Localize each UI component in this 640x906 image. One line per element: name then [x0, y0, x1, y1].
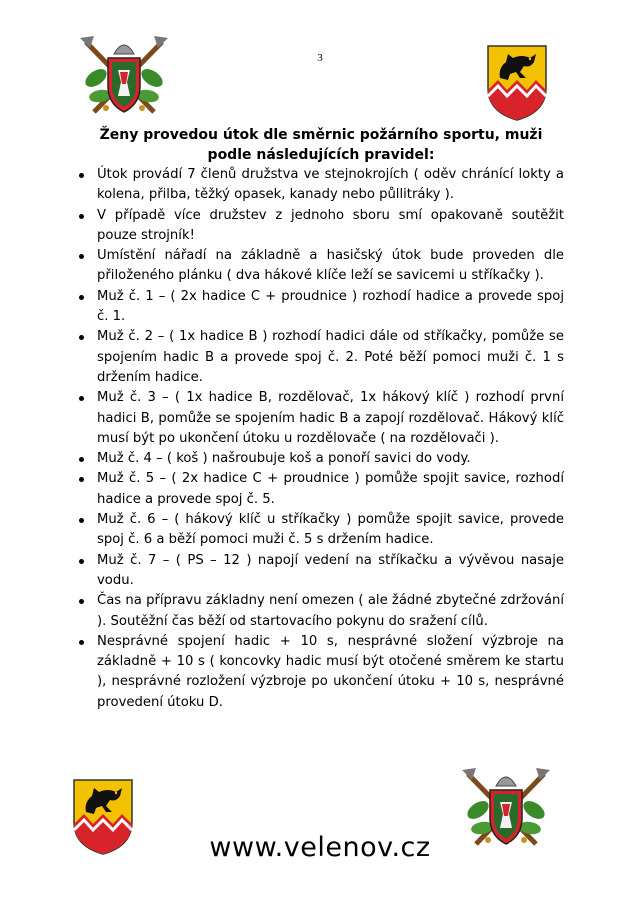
list-item: Muž č. 7 – ( PS – 12 ) napojí vedení na stříkačku a vývěvou nasaje vodu. — [76, 551, 564, 592]
list-item: Útok provádí 7 členů družstva ve stejnokrojích ( oděv chránící lokty a kolena, přilba, těžký opasek, kanady nebo půllitráky ). — [76, 165, 564, 206]
page-heading: Ženy provedou útok dle směrnic požárního sportu, muži podle následujících pravidel: — [99, 127, 543, 163]
fire-brigade-emblem-icon — [74, 34, 174, 122]
rules-list — [76, 165, 564, 713]
list-item: Čas na přípravu základny není omezen ( ale žádné zbytečné zdržování ). Soutěžní čas běží od startovacího pokynu do sražení cílů. — [76, 591, 564, 632]
list-item: Nesprávné spojení hadic + 10 s, nesprávné složení výzbroje na základně + 10 s ( koncovky hadic musí být otočené směrem ke startu ), nesprávné rozložení výzbroje po ukončení útoku + 10 s, nesprávné provedení útoku D. — [76, 632, 564, 713]
coat-of-arms-icon — [486, 44, 548, 122]
list-item: Muž č. 1 – ( 2x hadice C + proudnice ) rozhodí hadice a provede spoj č. 1. — [76, 287, 564, 328]
page-number: 3 — [317, 52, 323, 64]
list-item: Muž č. 4 – ( koš ) našroubuje koš a ponoří savici do vody. — [76, 449, 564, 469]
list-item: Muž č. 2 – ( 1x hadice B ) rozhodí hadici dále od stříkačky, pomůže se spojením hadic B a provede spoj č. 2. Poté běží pomoci muži č. 1 s držením hadice. — [76, 327, 564, 388]
website-url: www.velenov.cz — [209, 832, 431, 863]
list-item: Muž č. 6 – ( hákový klíč u stříkačky ) pomůže spojit savice, provede spoj č. 6 a běží pomoci muži č. 5 s držením hadice. — [76, 510, 564, 551]
list-item: V případě více družstev z jednoho sboru smí opakovaně soutěžit pouze strojník! — [76, 206, 564, 247]
list-item: Umístění nářadí na základně a hasičský útok bude proveden dle přiloženého plánku ( dva hákové klíče leží se savicemi u stříkačky ). — [76, 246, 564, 287]
list-item: Muž č. 3 – ( 1x hadice B, rozdělovač, 1x hákový klíč ) rozhodí první hadici B, pomůže se spojením hadic B a zapojí rozdělovač. Hákový klíč musí být po ukončení útoku u rozdělovače ( na rozdělovači ). — [76, 388, 564, 449]
list-item: Muž č. 5 – ( 2x hadice C + proudnice ) pomůže spojit savice, rozhodí hadice a provede spoj č. 5. — [76, 469, 564, 510]
